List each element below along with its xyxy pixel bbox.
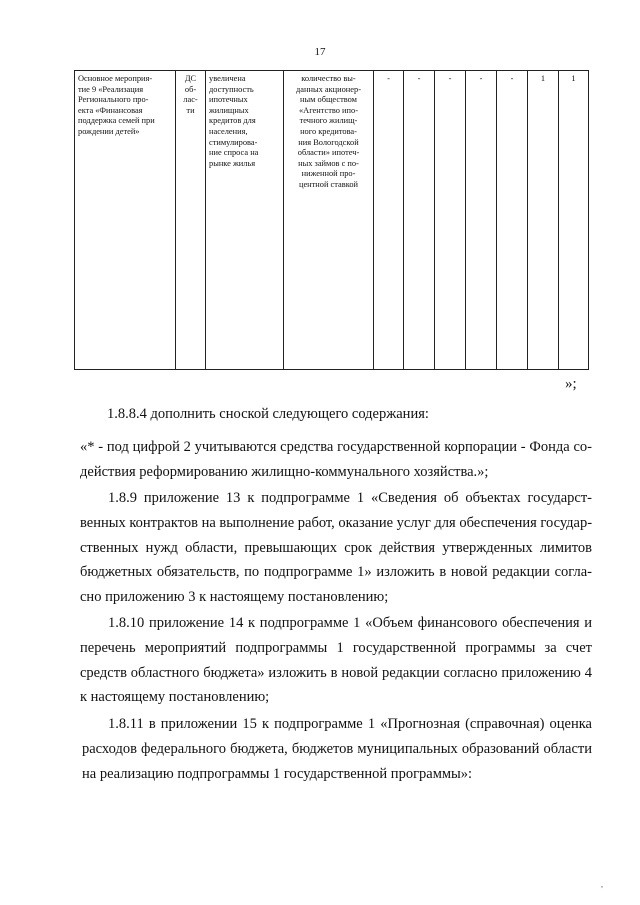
indicator-text: количество вы- данных акционер- ным обществом «Агентство ипо- течного жилищ- ного кредитова- ния Вологодской области» ипотеч- ных займов с по- ниженной про- центной ставкой xyxy=(296,74,361,189)
closing-quote: »; xyxy=(565,376,577,392)
cell-event xyxy=(75,71,176,370)
cell-value-1: - xyxy=(374,71,404,370)
text-line: венных контрактов на выполнение работ, оказание услуг для обеспечения государ- xyxy=(80,514,593,531)
text-line: 1.8.9 приложение 13 к подпрограмме 1 «Сведения об объектах государст- xyxy=(108,490,592,506)
cell-task xyxy=(206,71,284,370)
text-line: перечень мероприятий подпрограммы 1 государственной программы за счет xyxy=(80,639,592,656)
task-text: увеличена доступность ипотечных жилищных кредитов для населения, стимулирова- ние спроса на рынке жилья xyxy=(209,74,259,168)
cell-value-3: - xyxy=(435,71,466,370)
cell-executor xyxy=(176,71,206,370)
paragraph-1-8-8-4 xyxy=(107,402,587,427)
executor-text: ДС об- лас- ти xyxy=(183,74,198,115)
text-line: «* - под цифрой 2 учитываются средства государственной корпорации - Фонда со- xyxy=(80,439,592,455)
table-row xyxy=(75,71,589,370)
text-line: сно приложению 3 к настоящему постановлению; xyxy=(80,589,389,606)
page-number: 17 xyxy=(314,46,326,58)
text-line: бюджетных обязательств, по подпрограмме 1» изложить в новой редакции согла- xyxy=(80,564,592,581)
text-line: расходов федерального бюджета, бюджетов муниципальных образований области xyxy=(82,740,592,757)
text-line: на реализацию подпрограммы 1 государственной программы»: xyxy=(82,765,473,782)
paragraph-1-8-10 xyxy=(80,611,592,710)
paragraph-1-8-11 xyxy=(82,712,592,786)
cell-indicator xyxy=(284,71,374,370)
text-line: средств областного бюджета» изложить в новой редакции согласно приложению 4 xyxy=(80,664,592,681)
cell-value-4: - xyxy=(466,71,497,370)
cell-value-7: 1 xyxy=(559,71,589,370)
measures-table xyxy=(74,70,589,370)
event-text: Основное мероприя- тие 9 «Реализация Регионального про- екта «Финансовая поддержка семей при рождении детей» xyxy=(78,74,155,136)
cell-value-5: - xyxy=(497,71,528,370)
text-line: 1.8.11 в приложении 15 к подпрограмме 1 «Прогнозная (справочная) оценка xyxy=(108,716,592,732)
text-line: действия реформированию жилищно-коммунального хозяйства.»; xyxy=(80,463,489,480)
text-line: 1.8.8.4 дополнить сноской следующего содержания: xyxy=(107,406,429,422)
text-line: ственных нужд области, превышающих срок действия утвержденных лимитов xyxy=(80,539,592,556)
paragraph-footnote xyxy=(80,435,592,485)
paragraph-1-8-9 xyxy=(80,486,592,610)
cell-value-2: - xyxy=(404,71,435,370)
cell-value-6: 1 xyxy=(528,71,559,370)
scan-speck: , xyxy=(601,880,603,889)
text-line: к настоящему постановлению; xyxy=(80,689,270,706)
text-line: 1.8.10 приложение 14 к подпрограмме 1 «Объем финансового обеспечения и xyxy=(108,615,592,631)
